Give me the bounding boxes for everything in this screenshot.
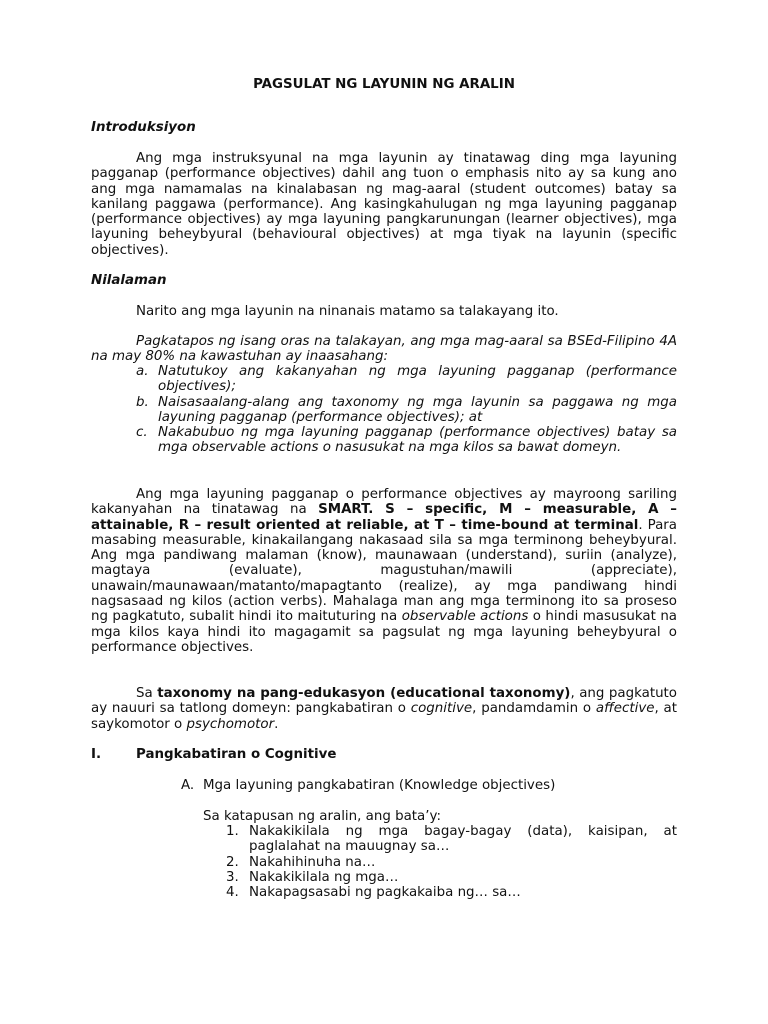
document-title: PAGSULAT NG LAYUNIN NG ARALIN bbox=[253, 77, 515, 92]
list-item bbox=[226, 869, 677, 885]
objectives-intro: Pagkatapos ng isang oras na talakayan, ang mga mag-aaral sa BSEd-Filipino 4A na may 80% na kawastuhan ay inaasahang: bbox=[91, 334, 677, 365]
taxonomy-text-3: , pandamdamin o bbox=[472, 701, 596, 717]
taxonomy-text-4: , at saykomotor o bbox=[91, 701, 677, 732]
taxonomy-affective: affective bbox=[595, 701, 655, 717]
taxonomy-cognitive: cognitive bbox=[410, 701, 473, 717]
list-marker: 3. bbox=[226, 869, 239, 885]
list-marker: 4. bbox=[226, 885, 239, 901]
list-item-text: Nakapagsasabi ng pagkakaiba ng… sa… bbox=[249, 885, 521, 901]
smart-definition: SMART. S – specific, M – measurable, A – attainable, R – result oriented at reliable, at T – time-bound at terminal bbox=[91, 502, 677, 533]
taxonomy-text-1: Sa bbox=[136, 686, 158, 701]
objectives-list bbox=[91, 364, 677, 456]
smart-text-2: . Para masabing measurable, kinakailangang nakasaad sila sa mga terminong beheybyural. Ang mga pandiwang malaman (know), maunawaan (understand), suriin (analyze), magtaya (evaluate), magustuhan/mawili (appreciate), unawain/maunawaan/matanto/mapagtanto (realize), ay mga pandiwang hindi nagsasaad ng kilos (action verbs). Mahalaga man ang mga terminong ito sa proseso ng pagkatuto, subalit hindi ito maituturing na bbox=[91, 517, 677, 625]
smart-text-1: Ang mga layuning pagganap o performance objectives ay mayroong sariling kakanyahan na tinatawag na bbox=[91, 487, 677, 518]
list-item-text: Nakakikilala ng mga bagay-bagay (data), kaisipan, at paglalahat na mauugnay sa… bbox=[249, 824, 677, 855]
lesson-intro: Sa katapusan ng aralin, ang bata’y: bbox=[203, 809, 441, 824]
subsection-heading bbox=[181, 778, 677, 793]
list-marker: 1. bbox=[226, 824, 239, 839]
list-item bbox=[91, 425, 677, 456]
list-item-text: Natutukoy ang kakanyahan ng mga layuning pagganap (performance objectives); bbox=[158, 364, 677, 395]
section-title: Pangkabatiran o Cognitive bbox=[136, 747, 337, 762]
taxonomy-text-2: , ang pagkatuto ay nauuri sa tatlong domeyn: pangkabatiran o bbox=[91, 686, 678, 717]
subsection-marker: A. bbox=[181, 778, 195, 793]
section-marker: I. bbox=[91, 747, 102, 762]
section-heading bbox=[91, 747, 677, 762]
taxonomy-paragraph bbox=[91, 686, 677, 732]
list-item bbox=[91, 395, 677, 426]
smart-paragraph bbox=[91, 487, 677, 655]
list-marker: b. bbox=[136, 394, 149, 410]
list-marker: 2. bbox=[226, 854, 239, 870]
intro-paragraph: Ang mga instruksyunal na mga layunin ay tinatawag ding mga layuning pagganap (performance objectives) dahil ang tuon o emphasis nito ay sa kung ano ang mga namamalas na kinalabasan ng mag-aaral (student outcomes) batay sa kanilang paggawa (performance). Ang kasingkahulugan ng mga layuning pagganap (performance objectives) ay mga layuning pangkarunungan (learner objectives), mga layuning beheybyural (behavioural objectives) at mga tiyak na layunin (specific objectives). bbox=[91, 151, 677, 258]
taxonomy-psychomotor: psychomotor bbox=[186, 716, 275, 732]
smart-text-3: o hindi masusukat na mga kilos kaya hindi ito magagamit sa pagsulat ng mga layuning beheybyural o performance objectives. bbox=[91, 609, 678, 655]
list-item bbox=[226, 854, 677, 870]
intro-heading: Introduksiyon bbox=[91, 120, 196, 135]
list-item bbox=[91, 364, 677, 395]
list-item bbox=[226, 824, 677, 855]
list-item-text: Naisasaalang-alang ang taxonomy ng mga layunin sa paggawa ng mga layuning pagganap (performance objectives); at bbox=[158, 394, 677, 425]
nilalaman-heading: Nilalaman bbox=[91, 273, 167, 288]
smart-emphasis: observable actions bbox=[401, 609, 529, 625]
nilalaman-paragraph: Narito ang mga layunin na ninanais matamo sa talakayang ito. bbox=[136, 304, 559, 319]
taxonomy-term: taxonomy na pang-edukasyon (educational taxonomy) bbox=[157, 686, 571, 701]
list-item-text: Nakabubuo ng mga layuning pagganap (performance objectives) batay sa mga observable actions o nasusukat na mga kilos sa bawat domeyn. bbox=[158, 425, 677, 456]
list-item-text: Nakakikilala ng mga… bbox=[249, 869, 399, 885]
subsection-title: Mga layuning pangkabatiran (Knowledge objectives) bbox=[203, 778, 556, 793]
list-marker: a. bbox=[136, 364, 149, 379]
list-item-text: Nakahihinuha na… bbox=[249, 854, 376, 870]
lesson-items-list bbox=[226, 824, 677, 901]
list-marker: c. bbox=[136, 425, 148, 441]
taxonomy-text-5: . bbox=[274, 716, 279, 732]
list-item bbox=[226, 885, 677, 901]
